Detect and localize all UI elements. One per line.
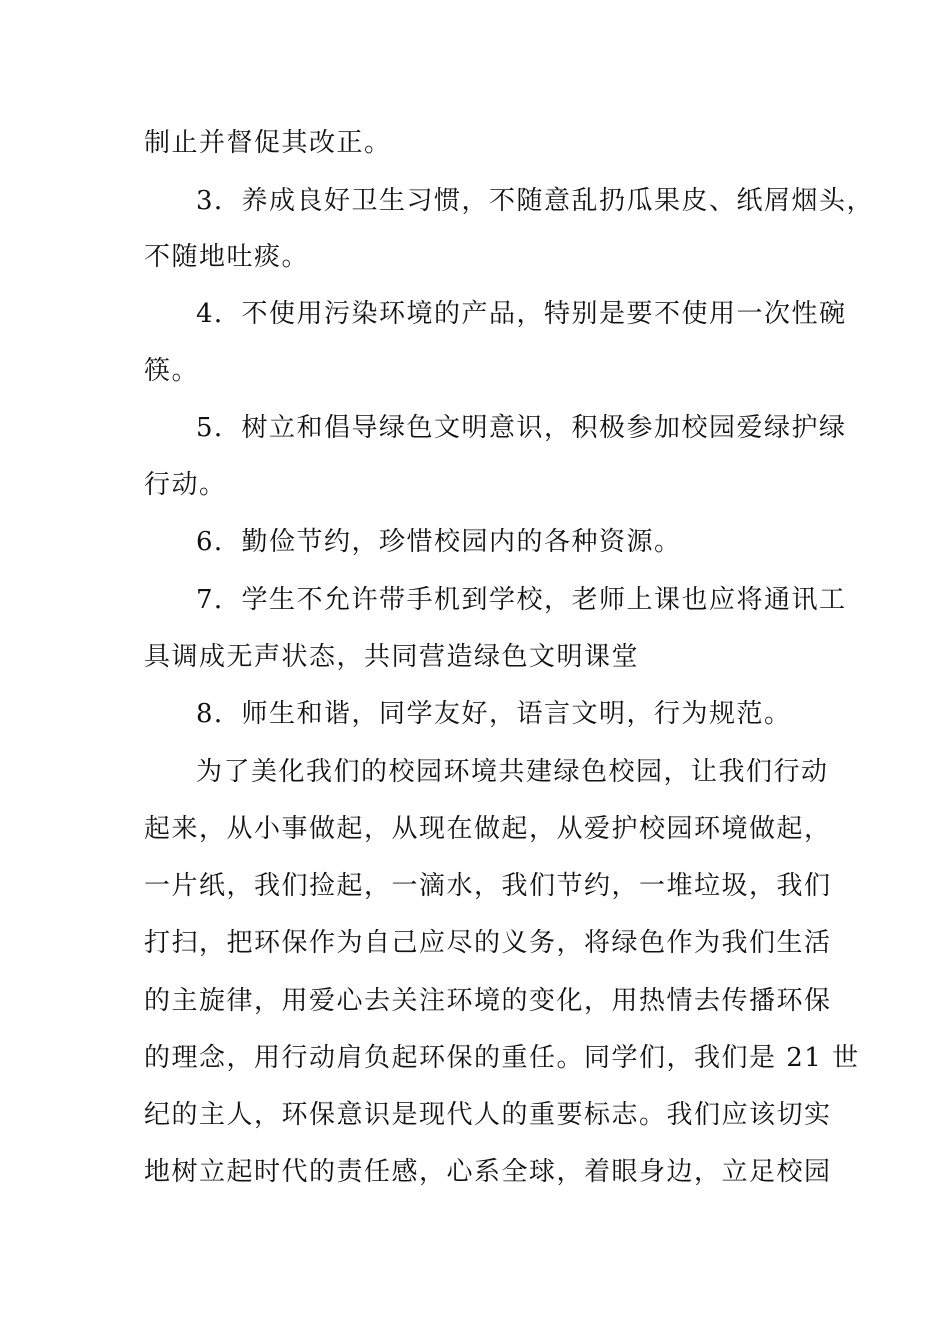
text-line-2: 3．养成良好卫生习惯，不随意乱扔瓜果皮、纸屑烟头，	[196, 186, 875, 216]
text-line-6: 5．树立和倡导绿色文明意识，积极参加校园爱绿护绿	[196, 413, 847, 443]
text-line-16: 的主旋律，用爱心去关注环境的变化，用热情去传播环保	[144, 986, 832, 1016]
text-line-3: 不随地吐痰。	[144, 242, 310, 272]
text-line-1: 制止并督促其改正。	[144, 128, 392, 158]
text-line-9: 7．学生不允许带手机到学校，老师上课也应将通讯工	[196, 585, 847, 615]
text-line-13: 起来，从小事做起，从现在做起，从爱护校园环境做起，	[144, 814, 832, 844]
text-line-5: 筷。	[144, 356, 200, 386]
text-line-8: 6．勤俭节约，珍惜校园内的各种资源。	[196, 527, 682, 557]
text-line-7: 行动。	[144, 470, 227, 500]
text-line-4: 4．不使用污染环境的产品，特别是要不使用一次性碗	[196, 299, 847, 329]
text-line-12: 为了美化我们的校园环境共建绿色校园，让我们行动	[196, 757, 829, 787]
text-line-14: 一片纸，我们捡起，一滴水，我们节约，一堆垃圾，我们	[144, 871, 832, 901]
text-line-10: 具调成无声状态，共同营造绿色文明课堂	[144, 642, 640, 672]
text-line-19: 地树立起时代的责任感，心系全球，着眼身边，立足校园	[144, 1157, 832, 1187]
text-line-18: 纪的主人，环保意识是现代人的重要标志。我们应该切实	[144, 1100, 832, 1130]
text-line-11: 8．师生和谐，同学友好，语言文明，行为规范。	[196, 699, 792, 729]
text-line-15: 打扫，把环保作为自己应尽的义务，将绿色作为我们生活	[144, 928, 832, 958]
text-line-17: 的理念，用行动肩负起环保的重任。同学们，我们是 21 世	[144, 1043, 860, 1073]
